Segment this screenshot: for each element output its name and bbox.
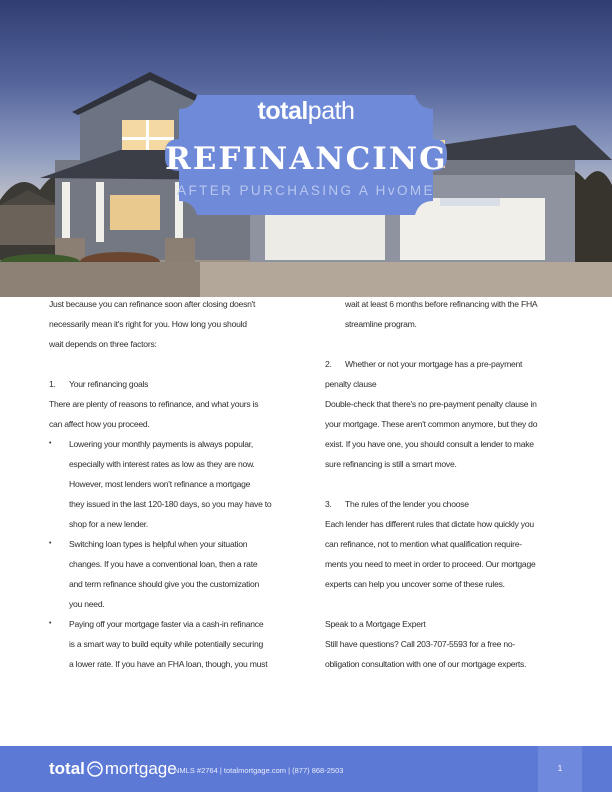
list-item: • Lowering your monthly payments is always popular, especially with interest rates as low as they are now. However, most lenders won't refinance a mortgage they issued in the last 120-180 days, so you may have to shop for a new lender.: [49, 434, 299, 534]
footer-contact-info: NMLS #2764 | totalmortgage.com | (877) 868-2503: [174, 766, 344, 775]
intro-line: necessarily mean it's right for you. How long you should: [49, 319, 247, 329]
left-column: [49, 294, 299, 674]
factor-1-heading: 1. Your refinancing goals: [49, 379, 149, 389]
factor-3-text: Each lender has different rules that dictate how quickly you: [325, 519, 534, 529]
factor-2-heading: 2. Whether or not your mortgage has a pre-payment: [325, 359, 523, 369]
list-item: • Switching loan types is helpful when your situation changes. If you have a conventional loan, then a rate and term refinance should give you the customization you need.: [49, 534, 299, 614]
bullet-icon: •: [49, 540, 52, 547]
factor-1-text: can affect how you proceed.: [49, 419, 150, 429]
expert-heading: Speak to a Mortgage Expert: [325, 619, 426, 629]
title-badge: [165, 95, 447, 215]
factor-2-text: Double-check that there's no pre-payment penalty clause in: [325, 399, 537, 409]
factor-3-text: experts can help you uncover some of these rules.: [325, 579, 505, 589]
intro-line: wait depends on three factors:: [49, 339, 157, 349]
page-subtitle: AFTER PURCHASING A HvOME: [177, 183, 435, 198]
expert-text: Still have questions? Call 203-707-5593 for a free no-: [325, 639, 516, 649]
intro-line: Just because you can refinance soon after closing doesn't: [49, 299, 256, 309]
footer: [0, 746, 612, 792]
right-column: [325, 294, 575, 674]
page-number: 1: [557, 764, 563, 773]
factor-2-text: exist. If you have one, you should consult a lender to make: [325, 439, 534, 449]
factor-2-heading-cont: penalty clause: [325, 379, 377, 389]
expert-text: obligation consultation with one of our mortgage experts.: [325, 659, 527, 669]
bullet-icon: •: [49, 620, 52, 627]
globe-icon: [87, 761, 103, 777]
factor-3-text: can refinance, not to mention what qualification require-: [325, 539, 522, 549]
bullet-icon: •: [49, 440, 52, 447]
continued-text: streamline program.: [345, 319, 417, 329]
totalpath-logo: totalpath: [257, 97, 355, 125]
hero-image: [0, 0, 612, 297]
page-title: REFINANCING: [165, 141, 448, 177]
factor-2-text: your mortgage. These aren't common anymore, but they do: [325, 419, 538, 429]
page-number-box: [538, 746, 582, 792]
list-item: • Paying off your mortgage faster via a cash-in refinance is a smart way to build equity while potentially securing a lower rate. If you have an FHA loan, though, you must: [49, 614, 299, 674]
factor-3-text: ments you need to meet in order to proceed. Our mortgage: [325, 559, 536, 569]
factor-1-text: There are plenty of reasons to refinance, and what yours is: [49, 399, 259, 409]
continued-text: wait at least 6 months before refinancing with the FHA: [345, 299, 538, 309]
total-mortgage-logo: total mortgage: [49, 759, 177, 778]
factor-2-text: sure refinancing is still a smart move.: [325, 459, 457, 469]
factor-3-heading: 3. The rules of the lender you choose: [325, 499, 469, 509]
